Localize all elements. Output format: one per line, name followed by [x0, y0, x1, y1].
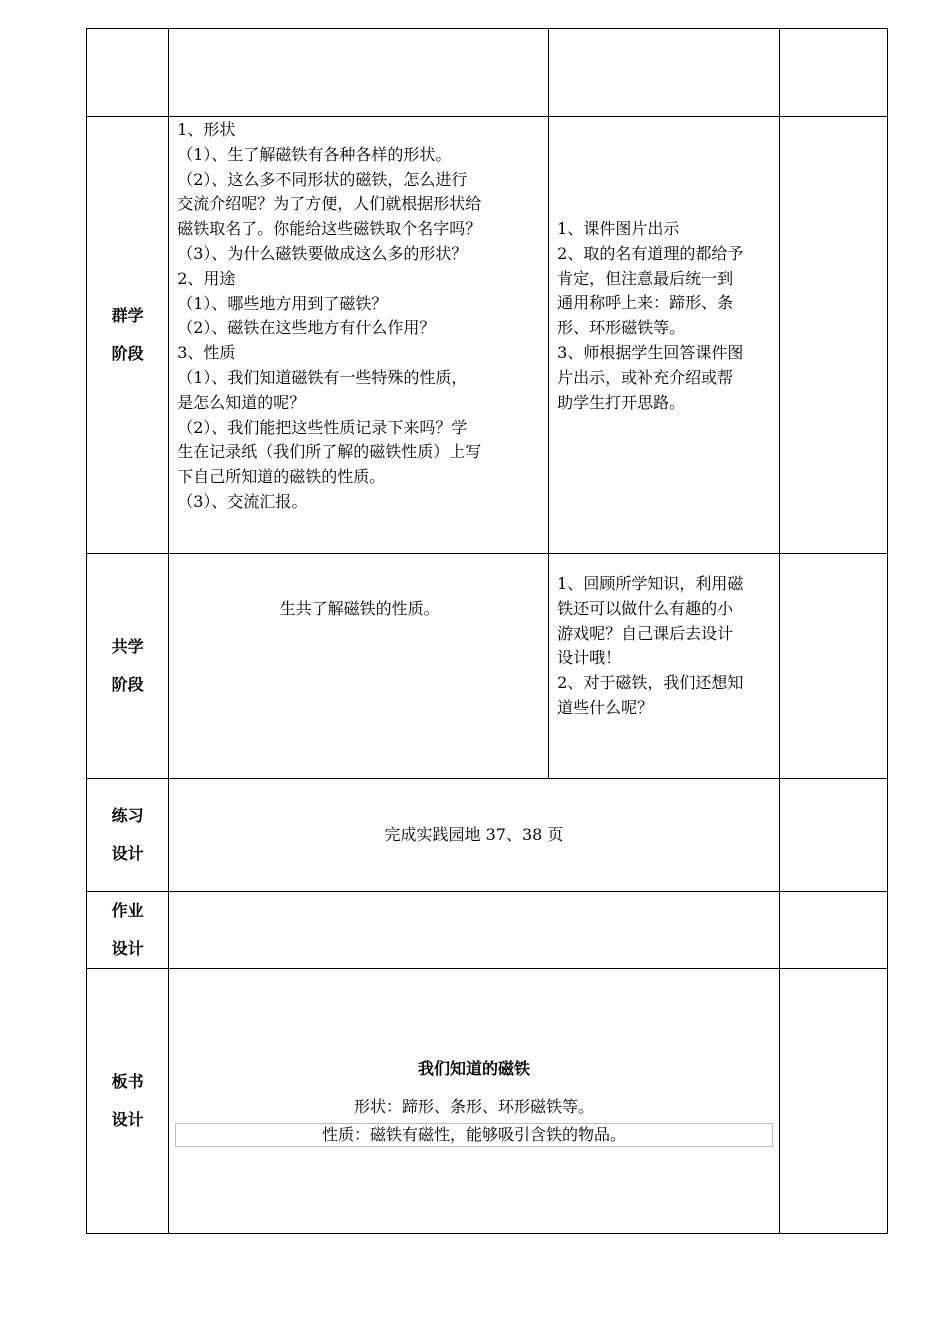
gongxue-label: 共学 阶段 — [87, 554, 169, 779]
practice-extra-cell — [779, 779, 887, 892]
qunxue-line: 生在记录纸（我们所了解的磁铁性质）上写 — [177, 442, 482, 462]
gongxue-note-line: 道些什么呢？ — [557, 697, 654, 717]
top-notes-cell — [549, 29, 780, 117]
qunxue-note-line: 2、取的名有道理的都给予 — [557, 243, 744, 263]
qunxue-row — [87, 117, 888, 554]
board-title: 我们知道的磁铁 — [417, 1058, 530, 1078]
homework-row — [87, 892, 888, 969]
qunxue-note-line: 肯定，但注意最后统一到 — [557, 268, 734, 288]
qunxue-line: 2、用途 — [177, 268, 236, 288]
practice-text: 完成实践园地 37、38 页 — [384, 824, 564, 844]
top-content-cell — [169, 29, 549, 117]
gongxue-row — [87, 554, 888, 779]
board-property-line: 性质：磁铁有磁性，能够吸引含铁的物品。 — [321, 1124, 626, 1144]
board-content — [169, 969, 780, 1234]
qunxue-note-line: 助学生打开思路。 — [557, 392, 686, 412]
qunxue-note-line: 通用称呼上来：蹄形、条 — [557, 293, 734, 313]
qunxue-line: 1、形状 — [177, 120, 236, 139]
homework-label: 作业 设计 — [87, 892, 169, 969]
qunxue-line: 下自己所知道的磁铁的性质。 — [177, 467, 386, 487]
qunxue-extra-cell — [779, 117, 887, 554]
top-extra-cell — [779, 29, 887, 117]
gongxue-note-line: 游戏呢？自己课后去设计 — [557, 623, 734, 643]
top-label-cell — [87, 29, 169, 117]
practice-label: 练习 设计 — [87, 779, 169, 892]
qunxue-line: （3）、为什么磁铁要做成这么多的形状？ — [177, 243, 468, 263]
qunxue-line: （1）、生了解磁铁有各种各样的形状。 — [177, 144, 452, 164]
qunxue-line: （2）、磁铁在这些地方有什么作用？ — [177, 318, 436, 338]
gongxue-note-line: 设计哦！ — [557, 648, 622, 668]
lesson-plan-table — [86, 28, 888, 1234]
gongxue-content — [169, 554, 549, 779]
qunxue-note-line: 形、环形磁铁等。 — [557, 318, 686, 338]
gongxue-notes — [549, 554, 780, 779]
gongxue-extra-cell — [779, 554, 887, 779]
qunxue-note-line: 3、师根据学生回答课件图 — [557, 342, 744, 362]
board-extra-cell — [779, 969, 887, 1234]
top-empty-row — [87, 29, 888, 117]
qunxue-note-line: 片出示，或补充介绍或帮 — [557, 367, 734, 387]
qunxue-line: （2）、我们能把这些性质记录下来吗？学 — [177, 417, 468, 437]
qunxue-label: 群学 阶段 — [87, 117, 169, 554]
qunxue-line: 3、性质 — [177, 343, 236, 363]
qunxue-line: 磁铁取名了。你能给这些磁铁取个名字吗？ — [177, 219, 482, 239]
qunxue-note-line: 1、课件图片出示 — [557, 219, 680, 238]
qunxue-notes — [549, 117, 780, 554]
qunxue-line: （1）、我们知道磁铁有一些特殊的性质， — [177, 367, 468, 387]
gongxue-note-line: 铁还可以做什么有趣的小 — [557, 598, 734, 618]
qunxue-line: 是怎么知道的呢？ — [177, 392, 306, 412]
gongxue-note-line: 1、回顾所学知识，利用磁 — [557, 574, 744, 593]
practice-row — [87, 779, 888, 892]
homework-content — [169, 892, 780, 969]
board-shape-line: 形状：蹄形、条形、环形磁铁等。 — [353, 1096, 594, 1116]
board-row — [87, 969, 888, 1234]
qunxue-line: （1）、哪些地方用到了磁铁？ — [177, 293, 388, 313]
qunxue-line: （3）、交流汇报。 — [177, 491, 308, 511]
gongxue-text: 生共了解磁铁的性质。 — [279, 599, 440, 618]
qunxue-content — [169, 117, 549, 554]
qunxue-line: （2）、这么多不同形状的磁铁，怎么进行 — [177, 169, 468, 189]
homework-extra-cell — [779, 892, 887, 969]
gongxue-note-line: 2、对于磁铁，我们还想知 — [557, 673, 744, 693]
board-label: 板书 设计 — [87, 969, 169, 1234]
board-property-box — [175, 1123, 773, 1147]
practice-content — [169, 779, 780, 892]
qunxue-line: 交流介绍呢？为了方便，人们就根据形状给 — [177, 194, 482, 214]
